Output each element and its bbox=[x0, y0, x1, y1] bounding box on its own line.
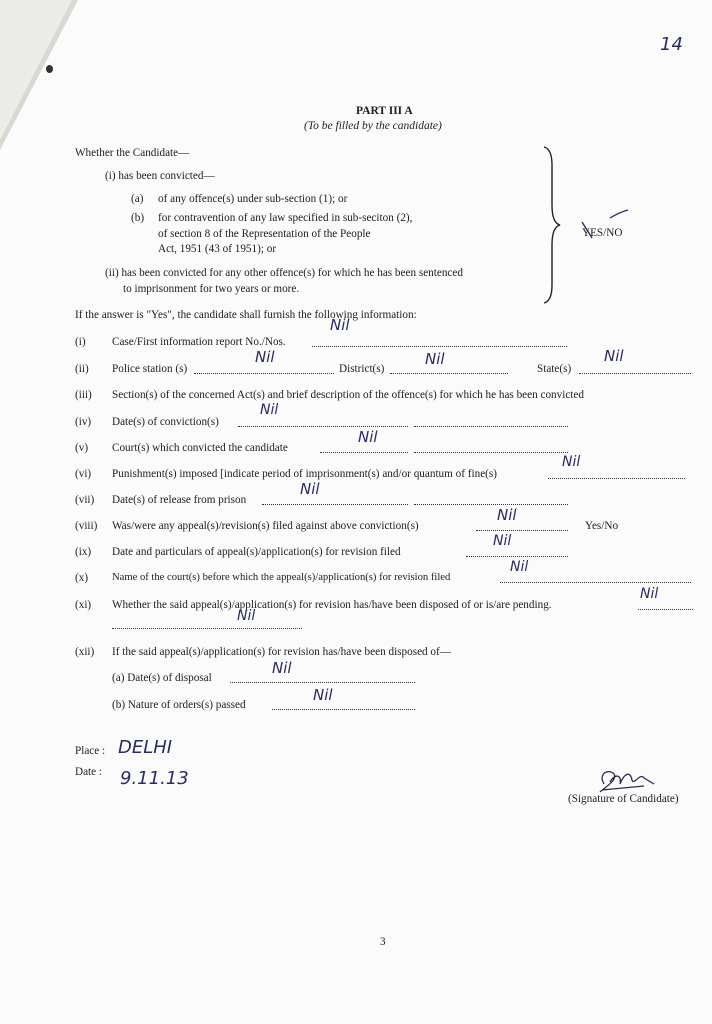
item-xii-b-handwritten: Nil bbox=[313, 686, 333, 704]
item-v-fill-line-2 bbox=[414, 452, 568, 453]
intro-clause-i: (i) has been convicted— bbox=[105, 170, 215, 182]
state-label: State(s) bbox=[537, 363, 572, 375]
intro-clause-ii-line1: (ii) has been convicted for any other offence(s) for which he has been sentenced bbox=[105, 267, 463, 279]
item-xii-a-handwritten: Nil bbox=[272, 659, 292, 677]
item-viii-handwritten: Nil bbox=[497, 506, 517, 524]
item-iv-label: Date(s) of conviction(s) bbox=[112, 416, 219, 428]
item-v-number: (v) bbox=[75, 442, 89, 454]
item-ix-fill-line bbox=[466, 556, 568, 557]
item-vii-fill-line-2 bbox=[414, 504, 568, 505]
state-handwritten: Nil bbox=[604, 347, 624, 365]
item-iv-fill-line-2 bbox=[414, 426, 568, 427]
yes-strike-mark bbox=[580, 206, 630, 242]
item-iv-handwritten: Nil bbox=[260, 402, 279, 418]
item-i-label: Case/First information report No./Nos. bbox=[112, 336, 286, 348]
part-subtitle: (To be filled by the candidate) bbox=[304, 120, 442, 132]
item-viii-label: Was/were any appeal(s)/revision(s) filed against above conviction(s) bbox=[112, 520, 419, 532]
item-ix-handwritten: Nil bbox=[493, 533, 512, 549]
state-fill-line bbox=[579, 373, 691, 374]
punch-hole-mark bbox=[46, 65, 53, 73]
item-xii-label: If the said appeal(s)/application(s) for revision has/have been disposed of— bbox=[112, 646, 451, 658]
item-x-fill-line bbox=[500, 582, 691, 583]
place-label: Place : bbox=[75, 745, 106, 757]
clause-b-line3: Act, 1951 (43 of 1951); or bbox=[158, 243, 277, 255]
police-station-label: Police station (s) bbox=[112, 363, 188, 375]
item-xi-handwritten-2: Nil bbox=[237, 608, 256, 624]
item-v-fill-line bbox=[320, 452, 408, 453]
item-v-handwritten: Nil bbox=[358, 428, 378, 446]
curly-brace bbox=[540, 145, 570, 305]
item-iii-number: (iii) bbox=[75, 389, 92, 401]
item-x-label: Name of the court(s) before which the appeal(s)/application(s) for revision filed bbox=[112, 572, 451, 583]
clause-b-line1: for contravention of any law specified in sub-seciton (2), bbox=[158, 212, 413, 224]
item-vii-handwritten: Nil bbox=[300, 480, 320, 498]
item-xii-b-fill-line bbox=[272, 709, 415, 710]
item-i-fill-line bbox=[312, 346, 567, 347]
item-xii-a-fill-line bbox=[230, 682, 415, 683]
part-title: PART III A bbox=[356, 105, 413, 117]
item-x-handwritten: Nil bbox=[510, 559, 529, 575]
district-handwritten: Nil bbox=[425, 350, 445, 368]
police-station-fill-line bbox=[194, 373, 334, 374]
item-vii-fill-line bbox=[262, 504, 408, 505]
item-vi-number: (vi) bbox=[75, 468, 92, 480]
candidate-signature bbox=[594, 762, 660, 796]
item-ix-label: Date and particulars of appeal(s)/application(s) for revision filed bbox=[112, 546, 401, 558]
item-v-label: Court(s) which convicted the candidate bbox=[112, 442, 288, 454]
item-vii-number: (vii) bbox=[75, 494, 95, 506]
page-fold-corner bbox=[0, 0, 80, 160]
signature-caption: (Signature of Candidate) bbox=[568, 793, 679, 805]
item-iii-label: Section(s) of the concerned Act(s) and brief description of the offence(s) for which he has been convicted bbox=[112, 389, 584, 401]
item-xi-fill-line-2 bbox=[112, 628, 302, 629]
item-viii-fill-line bbox=[476, 530, 568, 531]
place-handwritten: DELHI bbox=[118, 737, 173, 758]
if-yes-instruction: If the answer is "Yes", the candidate shall furnish the following information: bbox=[75, 309, 417, 321]
page-mark-handwritten: 14 bbox=[660, 34, 683, 55]
clause-a-text: of any offence(s) under sub-section (1); or bbox=[158, 193, 348, 205]
item-viii-yes-no: Yes/No bbox=[585, 520, 619, 532]
item-iv-number: (iv) bbox=[75, 416, 92, 428]
district-label: District(s) bbox=[339, 363, 385, 375]
item-xi-fill-line bbox=[638, 609, 693, 610]
clause-a-label: (a) bbox=[131, 193, 144, 205]
item-xi-handwritten: Nil bbox=[640, 586, 659, 602]
item-vi-handwritten: Nil bbox=[562, 454, 581, 470]
item-i-number: (i) bbox=[75, 336, 86, 348]
intro-lead: Whether the Candidate— bbox=[75, 147, 190, 159]
item-xi-number: (xi) bbox=[75, 599, 92, 611]
item-vii-label: Date(s) of release from prison bbox=[112, 494, 247, 506]
item-vi-fill-line bbox=[548, 478, 685, 479]
item-vi-label: Punishment(s) imposed [indicate period of imprisonment(s) and/or quantum of fine(s) bbox=[112, 468, 497, 480]
page-number: 3 bbox=[380, 936, 386, 948]
date-label: Date : bbox=[75, 766, 103, 778]
date-handwritten: 9.11.13 bbox=[120, 768, 189, 789]
police-station-handwritten: Nil bbox=[255, 348, 275, 366]
item-xii-a-label: (a) Date(s) of disposal bbox=[112, 672, 212, 684]
item-ix-number: (ix) bbox=[75, 546, 92, 558]
item-i-handwritten: Nil bbox=[330, 316, 350, 334]
item-xii-number: (xii) bbox=[75, 646, 95, 658]
intro-clause-ii-line2: to imprisonment for two years or more. bbox=[123, 283, 300, 295]
yes-no-answer: YES/NO bbox=[582, 227, 623, 239]
item-ii-number: (ii) bbox=[75, 363, 89, 375]
item-viii-number: (viii) bbox=[75, 520, 98, 532]
item-x-number: (x) bbox=[75, 572, 89, 584]
item-xii-b-label: (b) Nature of orders(s) passed bbox=[112, 699, 246, 711]
item-iv-fill-line bbox=[238, 426, 408, 427]
district-fill-line bbox=[390, 373, 508, 374]
clause-b-line2: of section 8 of the Representation of the People bbox=[158, 228, 371, 240]
clause-b-label: (b) bbox=[131, 212, 145, 224]
item-xi-label: Whether the said appeal(s)/application(s) for revision has/have been disposed of or is/are pending. bbox=[112, 599, 552, 611]
